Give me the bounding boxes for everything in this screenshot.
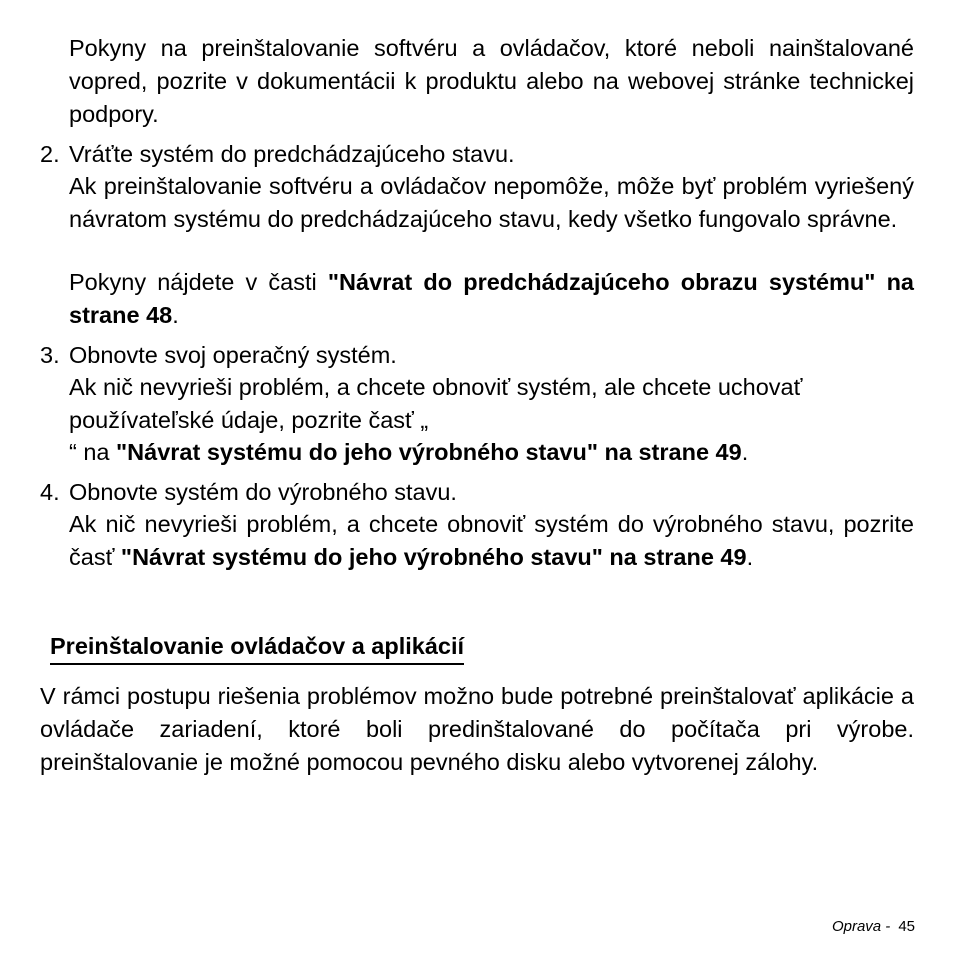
- step-3-title: [40, 339, 397, 372]
- step-2-reference: [69, 266, 914, 332]
- step-number: 4.: [40, 479, 60, 505]
- step-3-reference: [69, 436, 914, 469]
- page-footer: [832, 917, 915, 937]
- body-text: Ak nič nevyrieši problém, a chcete obnoviť systém do výrobného stavu, pozrite časť: [69, 511, 914, 570]
- step-title-text: Obnovte systém do výrobného stavu.: [69, 479, 457, 505]
- step-title-text: Obnovte svoj operačný systém.: [69, 342, 397, 368]
- section-body: V rámci postupu riešenia problémov možno bude potrebné preinštalovať aplikácie a ovládače zariadení, ktoré boli predinštalované do počítača pri výrobe. preinštalovanie je možné pomocou pevného disku alebo vytvorenej zálohy.: [40, 683, 914, 775]
- section-heading: Preinštalovanie ovládačov a aplikácií: [50, 630, 464, 665]
- step-2-body: Ak preinštalovanie softvéru a ovládačov nepomôže, môže byť problém vyriešený návratom systému do predchádzajúceho stavu, kedy všetko fungovalo správne.: [69, 173, 914, 232]
- reference-suffix: .: [746, 544, 754, 570]
- step-number: 3.: [40, 342, 60, 368]
- step-title-text: Vráťte systém do predchádzajúceho stavu.: [69, 141, 515, 167]
- step-2-title: [40, 138, 515, 171]
- step-4-body: [69, 508, 914, 574]
- reference-prefix: “ na: [69, 439, 117, 465]
- reference-link[interactable]: "Návrat systému do jeho výrobného stavu" na strane 49: [116, 439, 742, 465]
- step-number: 2.: [40, 141, 60, 167]
- page-number: 45: [898, 918, 915, 935]
- reference-link[interactable]: "Návrat do predchádzajúceho obrazu systému" na strane 48: [69, 269, 914, 328]
- intro-paragraph: Pokyny na preinštalovanie softvéru a ovládačov, ktoré neboli nainštalované vopred, pozrite v dokumentácii k produktu alebo na webovej stránke technickej podpory.: [69, 35, 914, 127]
- footer-chapter: Oprava -: [831, 918, 891, 935]
- reference-suffix: .: [741, 439, 749, 465]
- reference-prefix: Pokyny nájdete v časti: [69, 269, 328, 295]
- step-4-title: [40, 476, 457, 509]
- step-3-body: Ak nič nevyrieši problém, a chcete obnoviť systém, ale chcete uchovať používateľské údaje, pozrite časť „: [69, 374, 803, 433]
- reference-suffix: .: [172, 302, 179, 328]
- reference-link[interactable]: "Návrat systému do jeho výrobného stavu" na strane 49: [120, 544, 747, 570]
